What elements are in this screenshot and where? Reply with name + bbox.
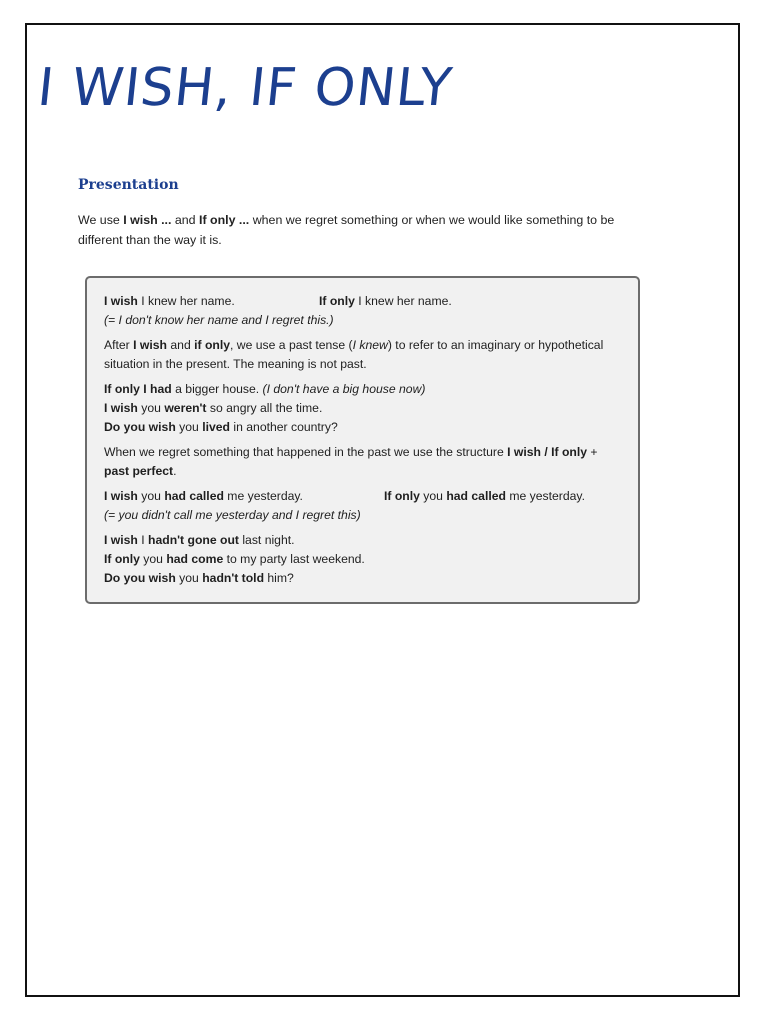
example-right <box>384 487 585 506</box>
example-row-present <box>104 292 621 311</box>
text: you <box>137 489 165 503</box>
text: After <box>104 338 134 352</box>
text: me yesterday. <box>505 489 585 503</box>
intro-text: when we regret something or when we would like something to be different than the way it is. <box>78 213 615 247</box>
example-text: I knew her name. <box>137 294 235 308</box>
text: I <box>137 533 149 547</box>
bold-phrase: had called <box>164 489 224 503</box>
explanation-past <box>104 443 621 481</box>
text: last night. <box>238 533 295 547</box>
bold-phrase: lived <box>202 420 230 434</box>
intro-text: We use <box>78 213 124 227</box>
bold-phrase: hadn't told <box>202 571 265 585</box>
section-heading: Presentation <box>78 177 179 193</box>
text: you <box>175 420 203 434</box>
bold-phrase: If only <box>104 382 140 396</box>
text: you <box>175 571 203 585</box>
page-title: I WISH, IF ONLY <box>34 58 456 118</box>
text: + <box>587 445 598 459</box>
intro-bold-i-wish: I wish ... <box>123 213 172 227</box>
bold-phrase: had come <box>166 552 224 566</box>
bold-phrase: I wish <box>104 401 138 415</box>
italic-phrase: (I don't have a big house now) <box>262 382 426 396</box>
bold-phrase: weren't <box>164 401 207 415</box>
example-sentence <box>104 380 621 399</box>
example-text: I knew her name. <box>354 294 452 308</box>
text: so angry all the time. <box>206 401 323 415</box>
bold-phrase: hadn't gone out <box>148 533 239 547</box>
text: to my party last weekend. <box>223 552 365 566</box>
example-sentence <box>104 399 621 418</box>
bold-phrase: if only <box>194 338 230 352</box>
example-left <box>104 489 303 503</box>
bold-phrase: I wish / If only <box>507 445 588 459</box>
text: , we use a past tense ( <box>230 338 353 352</box>
bold-phrase: I wish <box>133 338 167 352</box>
example-sentence <box>104 550 621 569</box>
bold-phrase: I wish <box>104 489 138 503</box>
bold-phrase: had called <box>446 489 506 503</box>
text: . <box>173 464 177 478</box>
text: you <box>139 552 167 566</box>
text: me yesterday. <box>223 489 303 503</box>
text: ) to refer to an imaginary or hypothetical situation in the present. The meaning is not past. <box>104 338 604 371</box>
text: you <box>419 489 447 503</box>
bold-phrase: If only <box>384 489 420 503</box>
example-right <box>319 292 452 311</box>
examples-box <box>85 276 640 604</box>
intro-text: and <box>171 213 199 227</box>
bold-phrase: If only <box>104 552 140 566</box>
example-left <box>104 294 235 308</box>
example-row-past <box>104 487 621 506</box>
text: in another country? <box>230 420 338 434</box>
bold-phrase: I wish <box>104 294 138 308</box>
bold-phrase: Do you wish <box>104 571 176 585</box>
intro-paragraph <box>78 210 653 250</box>
text: When we regret something that happened in the past we use the structure <box>104 445 508 459</box>
text: a bigger house. <box>171 382 263 396</box>
example-note: (= I don't know her name and I regret this.) <box>104 313 334 327</box>
bold-phrase: Do you wish <box>104 420 176 434</box>
text: and <box>167 338 195 352</box>
text: him? <box>264 571 294 585</box>
example-sentence <box>104 569 621 588</box>
intro-bold-if-only: If only ... <box>199 213 250 227</box>
italic-phrase: I knew <box>352 338 388 352</box>
example-note: (= you didn't call me yesterday and I regret this) <box>104 508 361 522</box>
bold-phrase: I had <box>143 382 172 396</box>
bold-phrase: I wish <box>104 533 138 547</box>
bold-phrase: If only <box>319 294 355 308</box>
bold-phrase: past perfect <box>104 464 174 478</box>
text: you <box>137 401 165 415</box>
explanation-present <box>104 336 621 374</box>
example-sentence <box>104 418 621 437</box>
example-sentence <box>104 531 621 550</box>
